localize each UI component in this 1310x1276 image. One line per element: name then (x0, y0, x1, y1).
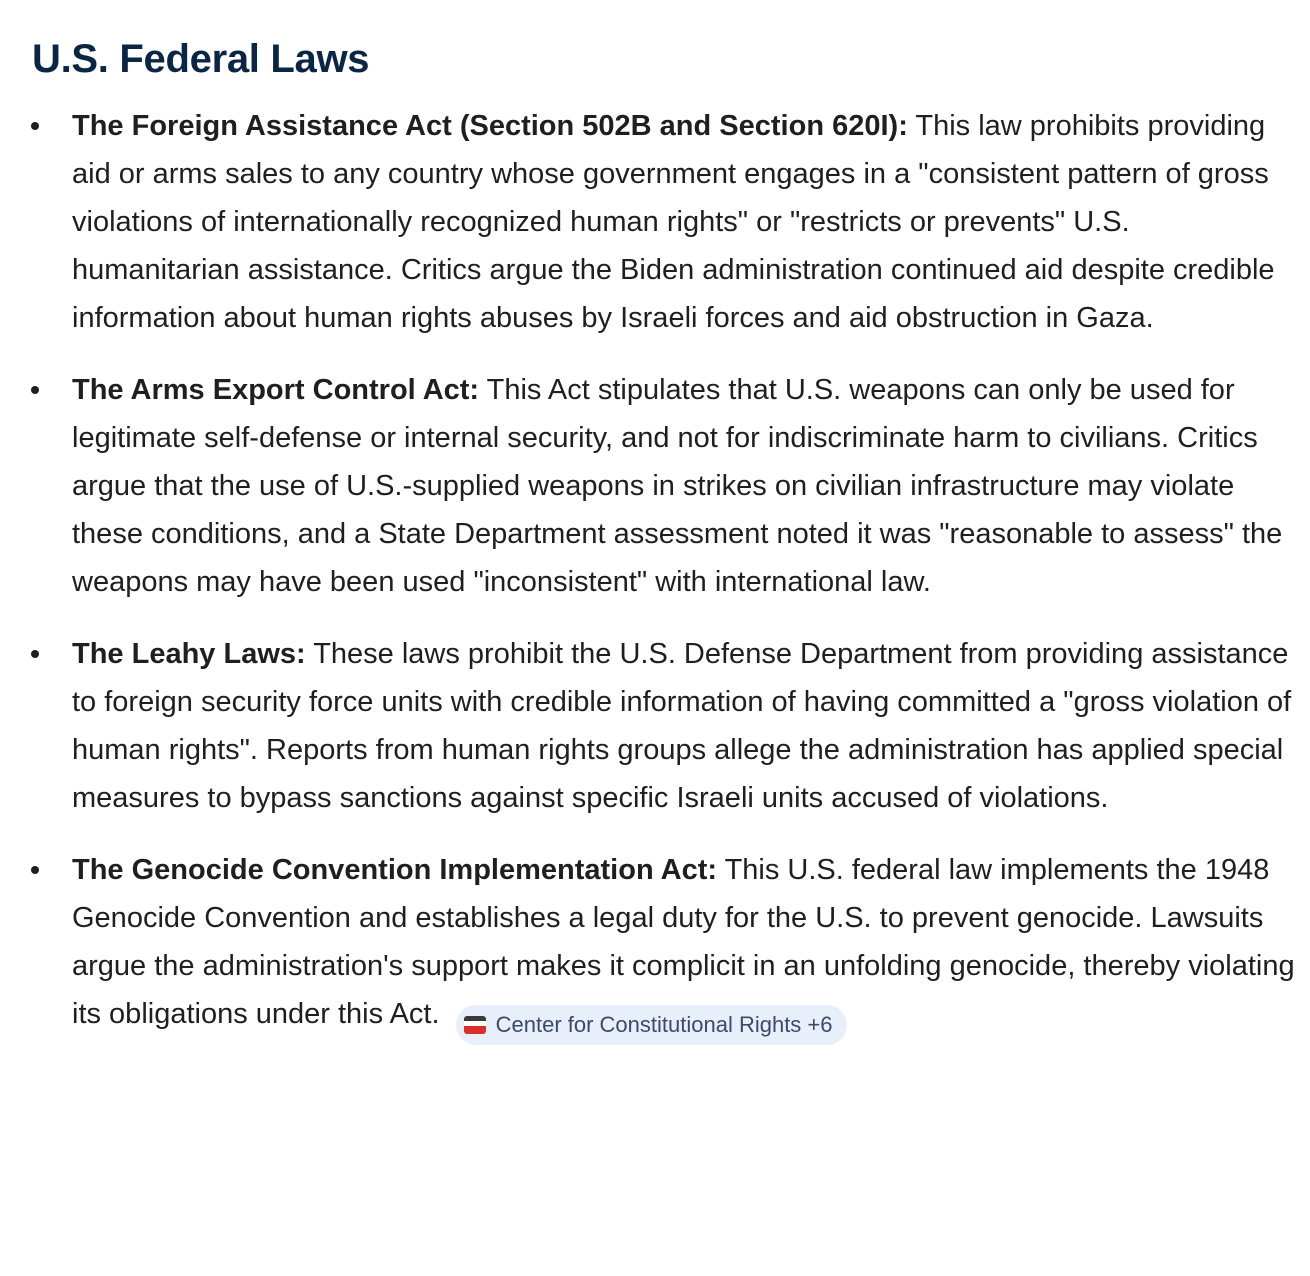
bullet-icon (30, 366, 40, 414)
content-area (32, 30, 1302, 1069)
law-description: This Act stipulates that U.S. weapons can only be used for legitimate self-defense or internal security, and not for indiscriminate harm to civilians. Critics argue that the use of U.S.-supplied weapons in strikes on civilian infrastructure may violate these conditions, and a State Department assessment noted it was "reasonable to assess" the weapons may have been used "inconsistent" with international law. (72, 374, 1283, 598)
bullet-icon (30, 846, 40, 894)
organization-logo-icon (464, 1016, 486, 1034)
law-list (32, 102, 1302, 1045)
source-chip-label: Center for Constitutional Rights +6 (495, 1012, 833, 1037)
law-title: The Arms Export Control Act: (72, 374, 480, 406)
source-chip-button[interactable] (456, 1005, 847, 1045)
law-description: This law prohibits providing aid or arms sales to any country whose government engages in a "consistent pattern of gross violations of internationally recognized human rights" or "restricts or prevents" U.S. humanitarian assistance. Critics argue the Biden administration continued aid despite credible information about human rights abuses by Israeli forces and aid obstruction in Gaza. (72, 110, 1275, 334)
section-heading: U.S. Federal Laws (32, 37, 370, 81)
list-item (32, 630, 1302, 822)
list-item (32, 102, 1302, 342)
bullet-icon (30, 102, 40, 150)
list-item (32, 846, 1302, 1045)
list-item (32, 366, 1302, 606)
law-title: The Foreign Assistance Act (Section 502B and Section 620I): (72, 110, 908, 142)
law-title: The Leahy Laws: (72, 638, 306, 670)
law-description: These laws prohibit the U.S. Defense Department from providing assistance to foreign security force units with credible information of having committed a "gross violation of human rights". Reports from human rights groups allege the administration has applied special measures to bypass sanctions against specific Israeli units accused of violations. (72, 638, 1292, 814)
law-description: This U.S. federal law implements the 1948 Genocide Convention and establishes a legal duty for the U.S. to prevent genocide. Lawsuits argue the administration's support makes it complicit in an unfolding genocide, thereby violating its obligations under this Act. (72, 854, 1295, 1030)
law-title: The Genocide Convention Implementation Act: (72, 854, 718, 886)
bullet-icon (30, 630, 40, 678)
